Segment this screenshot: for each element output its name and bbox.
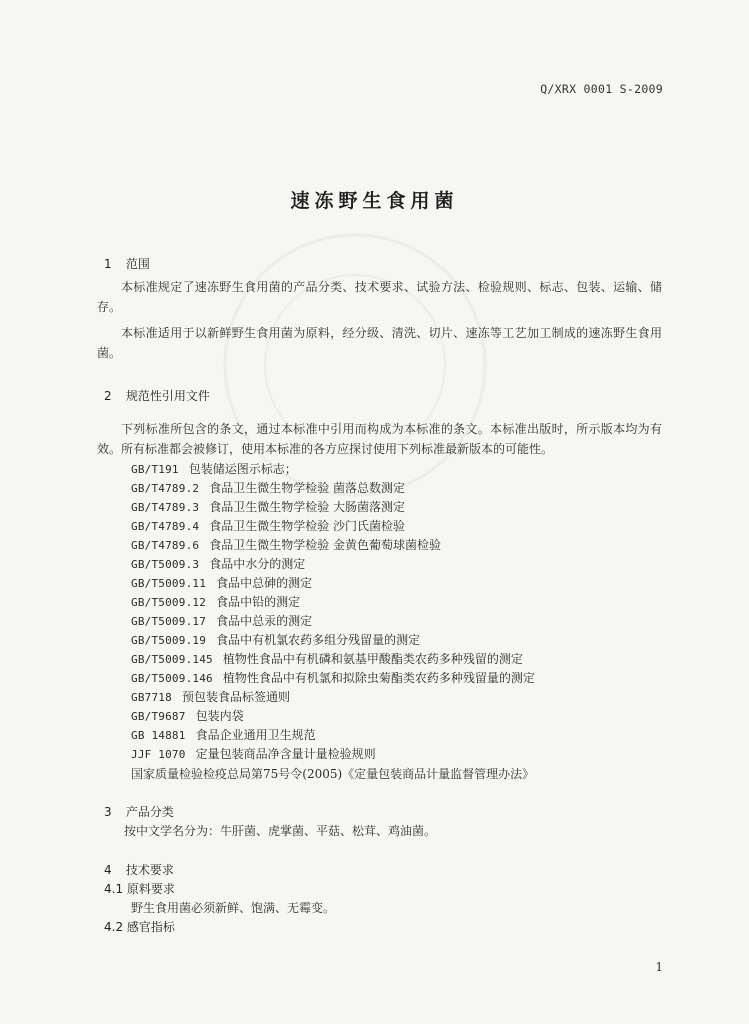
section-2-number: 2 [104, 389, 112, 403]
subsection-4-2-heading: 4.2 感官指标 [104, 920, 175, 934]
section-3-heading [104, 803, 174, 820]
reference-code: GB/T4789.6 [131, 539, 200, 552]
reference-code: GB/T5009.11 [131, 577, 207, 590]
reference-item [131, 688, 535, 707]
reference-list [131, 460, 535, 764]
reference-code: GB7718 [131, 691, 172, 704]
reference-item [131, 574, 535, 593]
reference-item [131, 707, 535, 726]
reference-code: GB/T4789.4 [131, 520, 200, 533]
section-1-title: 范围 [125, 257, 150, 271]
reference-item [131, 631, 535, 650]
section-3-title: 产品分类 [125, 805, 174, 819]
reference-code: GB 14881 [131, 729, 186, 742]
section-1-heading [104, 255, 150, 272]
reference-item [131, 498, 535, 517]
standard-code: Q/XRX 0001 S-2009 [540, 82, 663, 96]
section-4-heading [104, 861, 174, 878]
reference-item [131, 745, 535, 764]
reference-code: GB/T5009.145 [131, 653, 213, 666]
reference-item [131, 593, 535, 612]
reference-name: 食品企业通用卫生规范 [195, 728, 316, 742]
section-2-intro: 下列标准所包含的条文，通过本标准中引用而构成为本标准的条文。本标准出版时，所示版本均为有效。所有标准都会被修订，使用本标准的各方应探讨使用下列标准最新版本的可能性。 [97, 422, 662, 456]
reference-name: 预包装食品标签通则 [181, 690, 290, 704]
reference-item [131, 669, 535, 688]
reference-name: 食品卫生微生物学检验 大肠菌落测定 [209, 500, 406, 514]
document-title: 速冻野生食用菌 [290, 190, 459, 212]
reference-code: GB/T4789.3 [131, 501, 200, 514]
section-3-number: 3 [104, 805, 112, 819]
reference-item [131, 726, 535, 745]
reference-item [131, 536, 535, 555]
section-2-title: 规范性引用文件 [125, 389, 210, 403]
decree-reference: 国家质量检验检疫总局第75号令(2005)《定量包装商品计量监督管理办法》 [131, 767, 535, 781]
reference-item [131, 612, 535, 631]
reference-code: GB/T9687 [131, 710, 186, 723]
subsection-4-1-heading: 4.1 原料要求 [104, 882, 175, 896]
reference-name: 食品中水分的测定 [209, 557, 306, 571]
reference-code: GB/T5009.12 [131, 596, 207, 609]
section-3-body: 按中文学名分为：牛肝菌、虎掌菌、平菇、松茸、鸡油菌。 [124, 824, 437, 838]
reference-name: 食品中总砷的测定 [216, 576, 313, 590]
reference-item [131, 517, 535, 536]
reference-name: 食品中铅的测定 [216, 595, 301, 609]
section-4-number: 4 [104, 863, 112, 877]
reference-name: 食品中有机氯农药多组分残留量的测定 [216, 633, 421, 647]
reference-item [131, 555, 535, 574]
reference-code: GB/T4789.2 [131, 482, 200, 495]
reference-code: GB/T5009.17 [131, 615, 207, 628]
subsection-4-1-body: 野生食用菌必须新鲜、饱满、无霉变。 [131, 901, 336, 915]
reference-item [131, 460, 535, 479]
section-1-paragraph-2: 本标准适用于以新鲜野生食用菌为原料，经分级、清洗、切片、速冻等工艺加工制成的速冻野生食用菌。 [97, 326, 662, 360]
reference-name: 食品卫生微生物学检验 金黄色葡萄球菌检验 [209, 538, 442, 552]
section-1-paragraph-1: 本标准规定了速冻野生食用菌的产品分类、技术要求、试验方法、检验规则、标志、包装、运输、储存。 [97, 280, 662, 314]
page-number: 1 [655, 960, 663, 974]
reference-name: 包装储运图示标志； [188, 462, 297, 476]
reference-code: GB/T5009.19 [131, 634, 207, 647]
reference-name: 植物性食品中有机磷和氨基甲酸酯类农药多种残留的测定 [222, 652, 523, 666]
reference-name: 食品卫生微生物学检验 菌落总数测定 [209, 481, 406, 495]
reference-item [131, 479, 535, 498]
reference-item [131, 650, 535, 669]
reference-code: GB/T5009.3 [131, 558, 200, 571]
reference-name: 包装内袋 [195, 709, 244, 723]
reference-code: GB/T191 [131, 463, 179, 476]
section-1-number: 1 [104, 257, 112, 271]
reference-name: 食品卫生微生物学检验 沙门氏菌检验 [209, 519, 406, 533]
reference-name: 植物性食品中有机氯和拟除虫菊酯类农药多种残留量的测定 [222, 671, 535, 685]
reference-name: 食品中总汞的测定 [216, 614, 313, 628]
reference-code: GB/T5009.146 [131, 672, 213, 685]
reference-name: 定量包装商品净含量计量检验规则 [195, 747, 376, 761]
section-4-title: 技术要求 [125, 863, 174, 877]
reference-code: JJF 1070 [131, 748, 186, 761]
section-2-heading [104, 387, 210, 404]
